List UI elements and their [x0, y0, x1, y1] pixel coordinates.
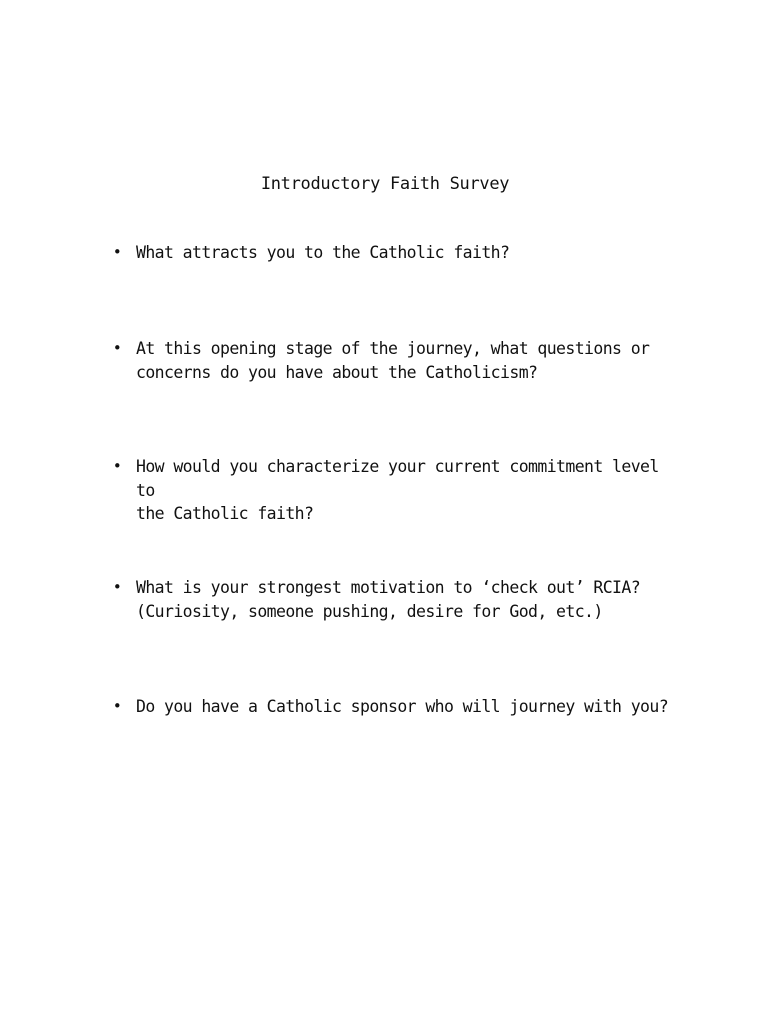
survey-question-3 — [110, 455, 670, 526]
question-line: the Catholic faith? — [136, 504, 314, 523]
bullet-icon: • — [112, 339, 122, 357]
question-line: What attracts you to the Catholic faith? — [136, 243, 510, 262]
bullet-icon: • — [112, 697, 122, 715]
question-line: What is your strongest motivation to ‘check out’ RCIA? — [136, 578, 641, 597]
survey-question-5 — [110, 695, 670, 719]
survey-question-2 — [110, 337, 670, 384]
bullet-icon: • — [112, 578, 122, 596]
page-title: Introductory Faith Survey — [260, 174, 510, 194]
bullet-icon: • — [112, 457, 122, 475]
survey-question-1 — [110, 241, 670, 265]
question-line: How would you characterize your current commitment level to — [136, 457, 659, 500]
question-line: At this opening stage of the journey, what questions or — [136, 339, 650, 358]
question-line: (Curiosity, someone pushing, desire for God, etc.) — [136, 601, 603, 621]
bullet-icon: • — [112, 243, 122, 261]
survey-question-4 — [110, 576, 670, 623]
question-line: Do you have a Catholic sponsor who will journey with you? — [136, 697, 669, 716]
question-line: concerns do you have about the Catholicism? — [136, 362, 538, 382]
